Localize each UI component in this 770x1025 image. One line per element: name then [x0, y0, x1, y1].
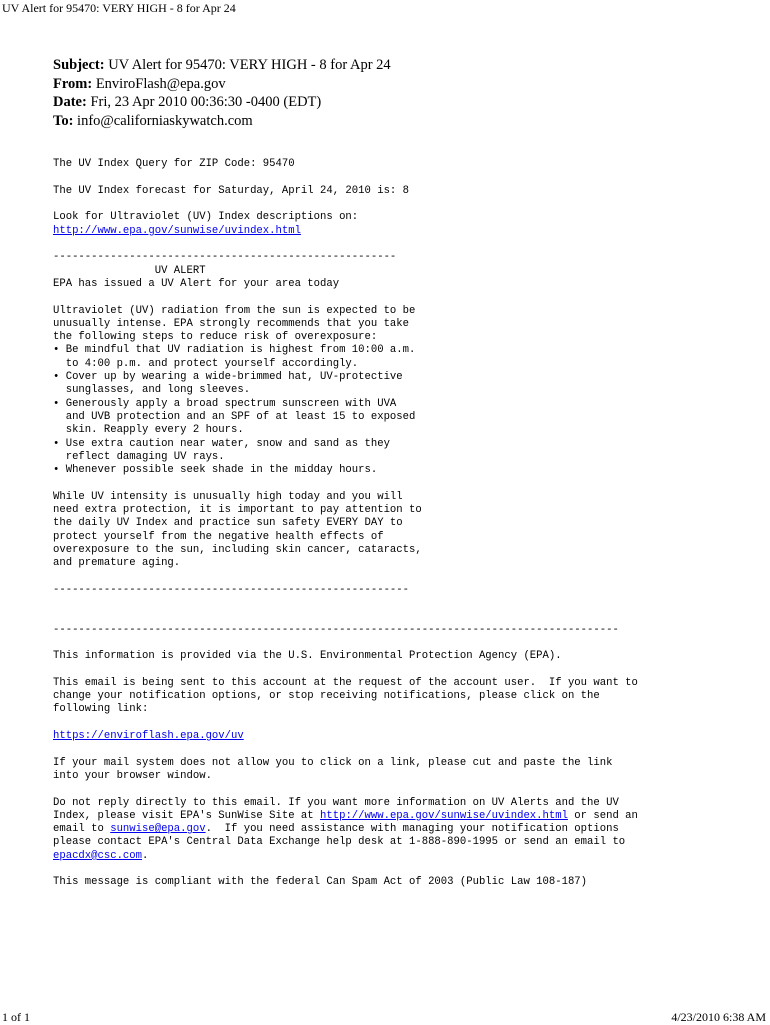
noreply-line: [53, 823, 753, 836]
noreply-text: .: [142, 849, 149, 862]
para2-line: overexposure to the sun, including skin cancer, cataracts,: [53, 543, 422, 556]
para2-line: need extra protection, it is important to pay attention to: [53, 504, 422, 517]
divider: --------------------------------------------------------: [53, 583, 410, 596]
bullet-line: skin. Reapply every 2 hours.: [53, 424, 244, 437]
from-row: [53, 75, 391, 94]
subject-value: UV Alert for 95470: VERY HIGH - 8 for Apr 24: [108, 57, 391, 73]
zip-query-line: The UV Index Query for ZIP Code: 95470: [53, 158, 295, 171]
from-label: From:: [53, 75, 93, 92]
subject-row: [53, 56, 391, 75]
print-timestamp: 4/23/2010 6:38 AM: [671, 1010, 766, 1024]
from-value: EnviroFlash@epa.gov: [95, 75, 226, 92]
cutpaste-line: into your browser window.: [53, 769, 212, 782]
print-page-header: UV Alert for 95470: VERY HIGH - 8 for Apr 24: [2, 1, 236, 15]
to-row: [53, 112, 391, 131]
email-header-block: [53, 56, 391, 130]
epacdx-email-link[interactable]: epacdx@csc.com: [53, 849, 143, 862]
para2-line: and premature aging.: [53, 557, 181, 570]
divider: -----------------------------------------------------------------------------------------: [53, 623, 619, 636]
para2-line: protect yourself from the negative health effects of: [53, 530, 384, 543]
noreply-line: [53, 850, 753, 863]
to-label: To:: [53, 112, 74, 129]
bullet-line: sunglasses, and long sleeves.: [53, 384, 251, 397]
noreply-line: [53, 810, 753, 823]
subject-label: Subject:: [53, 57, 105, 73]
para1-line: unusually intense. EPA strongly recommends that you take: [53, 317, 410, 330]
bullet-line: reflect damaging UV rays.: [53, 450, 225, 463]
noreply-text: Index, please visit EPA's SunWise Site at: [53, 809, 321, 822]
bullet-line: • Use extra caution near water, snow and sand as they: [53, 437, 390, 450]
epa-info-line: This information is provided via the U.S. Environmental Protection Agency (EPA).: [53, 650, 562, 663]
email-body: [53, 145, 753, 903]
descriptions-line: Look for Ultraviolet (UV) Index descriptions on:: [53, 211, 359, 224]
canspam-line: This message is compliant with the federal Can Spam Act of 2003 (Public Law 108-187): [53, 876, 588, 889]
alert-title: UV ALERT: [53, 264, 206, 277]
noreply-text: email to: [53, 823, 111, 836]
sunwise-site-link[interactable]: http://www.epa.gov/sunwise/uvindex.html: [320, 809, 568, 822]
bullet-line: to 4:00 p.m. and protect yourself accordingly.: [53, 357, 359, 370]
bullet-line: • Generously apply a broad spectrum sunscreen with UVA: [53, 397, 397, 410]
noreply-line: please contact EPA's Central Data Exchange help desk at 1-888-890-1995 or send an email to: [53, 836, 626, 849]
page-count: 1 of 1: [2, 1010, 30, 1024]
forecast-line: The UV Index forecast for Saturday, April 24, 2010 is: 8: [53, 184, 410, 197]
date-row: [53, 93, 391, 112]
date-value: Fri, 23 Apr 2010 00:36:30 -0400 (EDT): [90, 94, 322, 110]
alert-issued-line: EPA has issued a UV Alert for your area today: [53, 277, 340, 290]
date-label: Date:: [53, 94, 87, 110]
para2-line: While UV intensity is unusually high today and you will: [53, 490, 403, 503]
sent-line: change your notification options, or stop receiving notifications, please click on the: [53, 690, 600, 703]
noreply-text: . If you need assistance with managing your notification options: [205, 823, 619, 836]
bullet-line: • Whenever possible seek shade in the midday hours.: [53, 464, 378, 477]
enviroflash-link[interactable]: https://enviroflash.epa.gov/uv: [53, 730, 244, 743]
sent-line: following link:: [53, 703, 149, 716]
divider: ------------------------------------------------------: [53, 251, 397, 264]
bullet-line: • Be mindful that UV radiation is highest from 10:00 a.m.: [53, 344, 416, 357]
sent-line: This email is being sent to this account at the request of the account user. If you want to: [53, 676, 638, 689]
cutpaste-line: If your mail system does not allow you to click on a link, please cut and paste the link: [53, 756, 613, 769]
bullet-line: and UVB protection and an SPF of at least 15 to exposed: [53, 410, 416, 423]
sunwise-email-link[interactable]: sunwise@epa.gov: [110, 823, 206, 836]
para1-line: Ultraviolet (UV) radiation from the sun is expected to be: [53, 304, 416, 317]
para2-line: the daily UV Index and practice sun safety EVERY DAY to: [53, 517, 403, 530]
noreply-text: or send an: [567, 809, 638, 822]
bullet-line: • Cover up by wearing a wide-brimmed hat, UV-protective: [53, 371, 403, 384]
noreply-line: Do not reply directly to this email. If you want more information on UV Alerts and the UV: [53, 796, 619, 809]
uv-index-link[interactable]: http://www.epa.gov/sunwise/uvindex.html: [53, 224, 301, 237]
para1-line: the following steps to reduce risk of overexposure:: [53, 331, 378, 344]
to-value: info@californiaskywatch.com: [77, 112, 253, 129]
